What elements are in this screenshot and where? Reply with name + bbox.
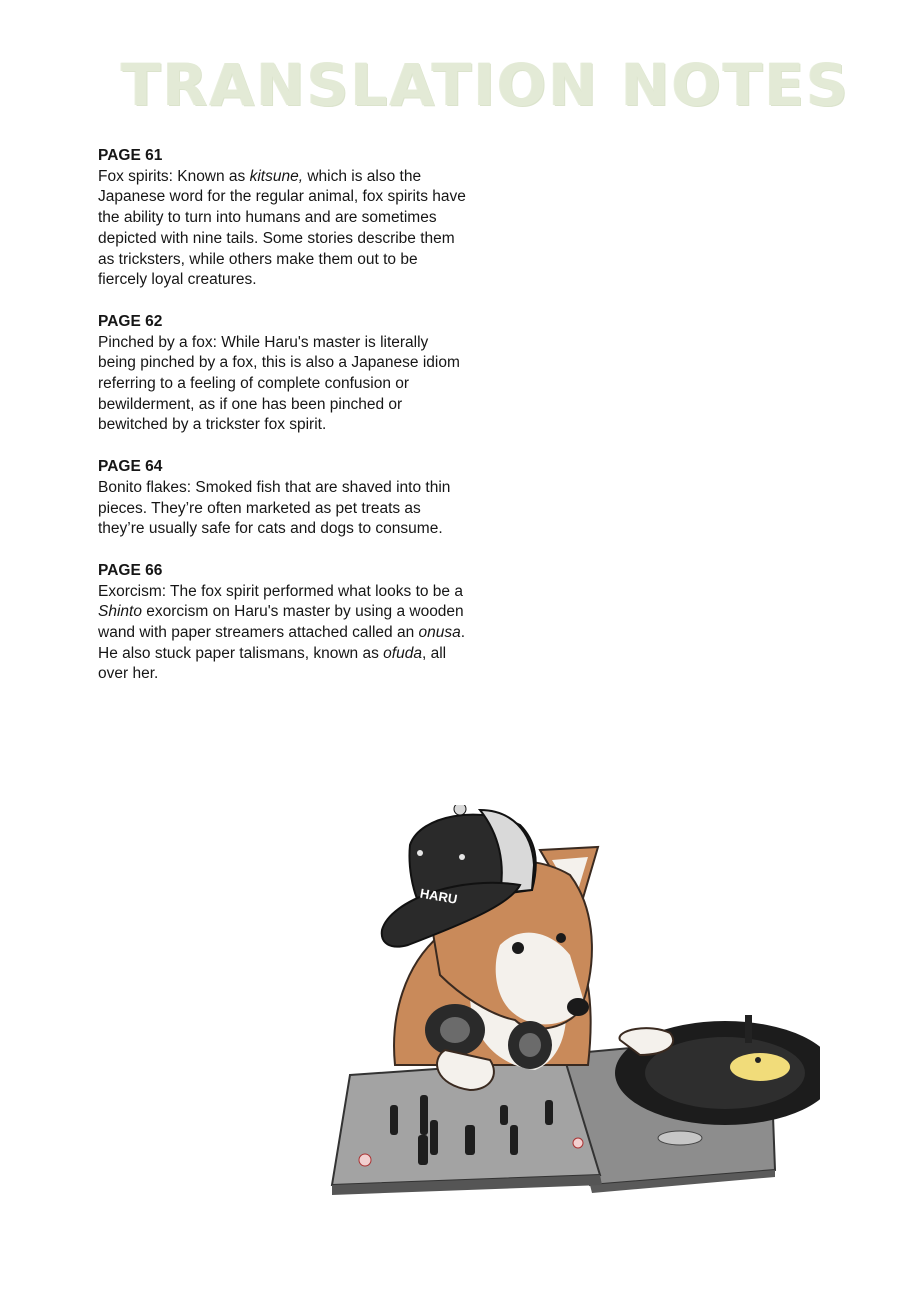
cap-logo-text: HARU [418, 885, 459, 907]
note-section [98, 312, 468, 436]
note-body [98, 478, 468, 540]
note-body [98, 333, 468, 437]
note-section [98, 457, 468, 540]
note-text: Exorcism: The fox spirit performed what looks to be a [98, 582, 463, 600]
note-text: Fox spirits: Known as [98, 167, 250, 185]
note-text: , all over her. [98, 644, 447, 683]
note-section [98, 561, 468, 685]
note-body [98, 582, 468, 686]
dj-dog-illustration [320, 805, 820, 1195]
note-heading: PAGE 61 [98, 147, 163, 164]
note-heading: PAGE 66 [98, 561, 163, 579]
page-title: TRANSLATION NOTES [121, 51, 850, 119]
note-term: Shinto [98, 603, 142, 621]
note-term: ofuda [383, 644, 422, 662]
note-body [98, 167, 468, 291]
record-label [730, 1053, 790, 1081]
note-text: . He also stuck paper talismans, known as [98, 624, 466, 662]
note-term: onusa [418, 624, 461, 642]
note-text: Pinched by a fox: While Haru's master is literally being pinched by a fox, this is also a Japanese idiom referring to a feeling of complete confusion or bewilderment, as if one has been pinched or bewitched by a trickster fox spirit. [98, 333, 460, 434]
note-text: exorcism on Haru's master by using a wooden wand with paper streamers attached called an [98, 603, 464, 642]
note-term: kitsune, [249, 167, 304, 185]
note-text: which is also the Japanese word for the regular animal, fox spirits have the ability to turn into humans and are sometimes depicted with nine tails. Some stories describe them as tricksters, while others make them out to be fiercely loyal creatures. [98, 167, 466, 289]
note-heading: PAGE 64 [98, 458, 163, 476]
note-heading: PAGE 62 [98, 312, 163, 330]
note-text: Bonito flakes: Smoked fish that are shaved into thin pieces. They’re often marketed as pet treats as they’re usually safe for cats and dogs to consume. [98, 478, 451, 538]
translation-notes [98, 146, 468, 706]
note-section [98, 146, 468, 291]
